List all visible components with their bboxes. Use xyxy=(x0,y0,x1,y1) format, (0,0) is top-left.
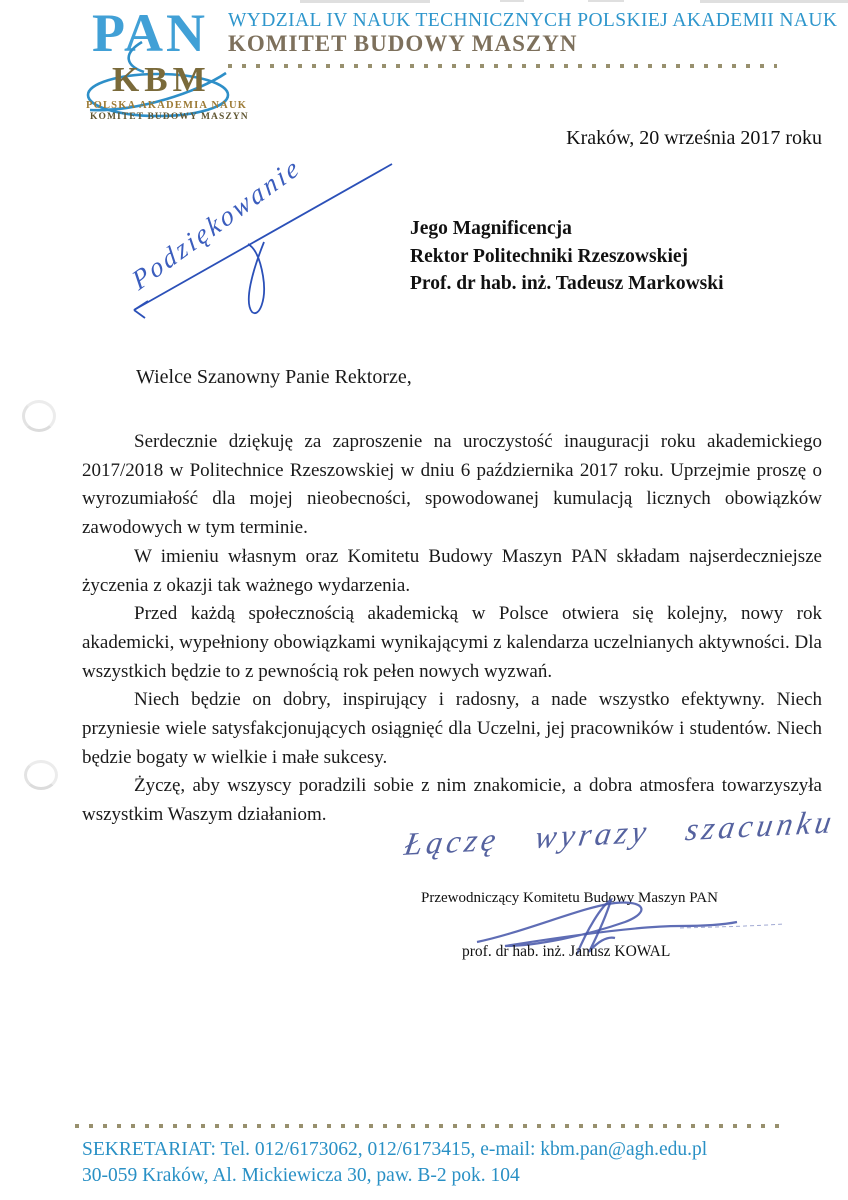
body-paragraph: Przed każdą społecznością akademicką w Polsce otwiera się kolejny, nowy rok akademicki, wypełniony obowiązkami wynikającymi z kalendarza uczelnianych aktywności. Dla wszystkich będzie to z pewnością rok pełen nowych wyzwań. xyxy=(82,603,822,682)
logo-org-line1: POLSKA AKADEMIA NAUK xyxy=(86,100,248,111)
dateline: Kraków, 20 września 2017 roku xyxy=(566,127,822,149)
punch-hole-shadow xyxy=(24,760,58,790)
header-dotted-rule xyxy=(228,64,777,68)
body-paragraph: Serdecznie dziękuję za zaproszenie na uroczystość inauguracji roku akademickiego 2017/2018 w Politechnice Rzeszowskiej w dniu 6 października 2017 roku. Uprzejmie proszę o wyrozumiałość dla mojej nieobecności, spowodowanej kumulacją licznych obowiązków zawodowych w tym terminie. xyxy=(82,431,822,539)
body-paragraph: W imieniu własnym oraz Komitetu Budowy Maszyn PAN składam najserdeczniejsze życzenia z okazji tak ważnego wydarzenia. xyxy=(82,545,822,596)
body-paragraph: Życzę, aby wszyscy poradzili sobie z nim znakomicie, a dobra atmosfera towarzyszyła wszystkim Waszym działaniom. xyxy=(82,775,822,826)
body-paragraph: Niech będzie on dobry, inspirujący i radosny, a nade wszystko efektywny. Niech przyniesie wiele satysfakcjonujących osiągnięć dla Uczelni, jej pracowników i studentów. Niech będzie bogaty w wielkie i małe sukcesy. xyxy=(82,689,822,768)
recipient-title: Rektor Politechniki Rzeszowskiej xyxy=(410,245,689,267)
signer-title: Przewodniczący Komitetu Budowy Maszyn PAN xyxy=(421,890,718,906)
handwritten-annotation: Podziękowanie xyxy=(127,150,306,297)
logo-pan-text: PAN xyxy=(92,3,208,63)
footer-address-line: 30-059 Kraków, Al. Mickiewicza 30, paw. B-2 pok. 104 xyxy=(82,1165,520,1186)
signer-name: prof. dr hab. inż. Janusz KOWAL xyxy=(462,943,671,960)
salutation: Wielce Szanowny Panie Rektorze, xyxy=(136,366,412,388)
letter-body xyxy=(82,428,822,830)
footer-dotted-rule xyxy=(75,1124,789,1128)
scan-artifact xyxy=(588,0,624,2)
letterhead-committee-line: KOMITET BUDOWY MASZYN xyxy=(228,31,578,56)
handwritten-closing: Łączę wyrazy szacunku xyxy=(402,803,838,862)
letterhead-division-line: WYDZIAL IV NAUK TECHNICZNYCH POLSKIEJ AKADEMII NAUK xyxy=(228,10,838,31)
scan-artifact xyxy=(500,0,524,2)
recipient-honorific: Jego Magnificencja xyxy=(410,218,572,239)
logo-kbm-text: KBM xyxy=(112,60,211,99)
footer-contact-line: SEKRETARIAT: Tel. 012/6173062, 012/6173415, e-mail: kbm.pan@agh.edu.pl xyxy=(82,1139,708,1160)
recipient-block xyxy=(410,215,724,298)
logo-org-line2: KOMITET BUDOWY MASZYN xyxy=(90,112,249,122)
recipient-name: Prof. dr hab. inż. Tadeusz Markowski xyxy=(410,273,724,294)
scan-artifact xyxy=(700,0,848,3)
punch-hole-shadow xyxy=(22,400,56,432)
scan-artifact xyxy=(300,0,430,3)
